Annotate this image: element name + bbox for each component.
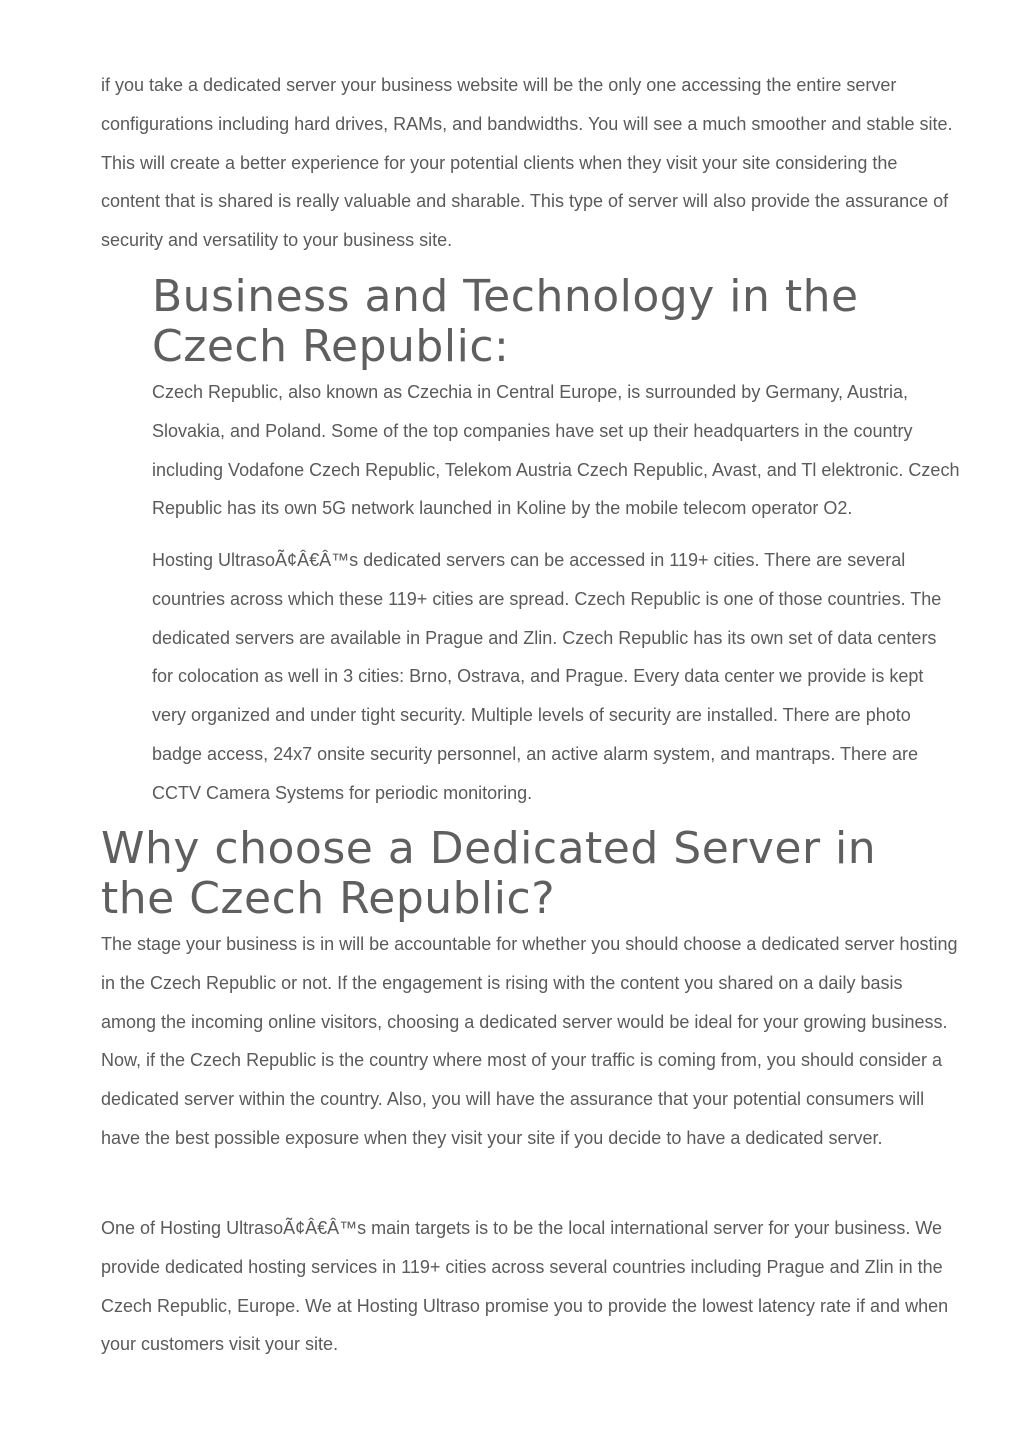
czech-overview-paragraph: Czech Republic, also known as Czechia in Central Europe, is surrounded by Germany, Austria, Slovakia, and Poland. Some of the top companies have set up their headquarters in the country including Vodafone Czech Republic, Telekom Austria Czech Republic, Avast, and Tl elektronic. Czech Republic has its own 5G network launched in Koline by the mobile telecom operator O2.: [152, 382, 960, 519]
why-dedicated-paragraph: The stage your business is in will be accountable for whether you should choose a dedicated server hosting in the Czech Republic or not. If the engagement is rising with the content you shared on a daily basis among the incoming online visitors, choosing a dedicated server would be ideal for your growing business. Now, if the Czech Republic is the country where most of your traffic is coming from, you should consider a dedicated server within the country. Also, you will have the assurance that your potential consumers will have the best possible exposure when they visit your site if you decide to have a dedicated server.: [101, 934, 958, 1148]
business-technology-heading: Business and Technology in the Czech Republic:: [152, 271, 859, 372]
why-dedicated-server-heading: Why choose a Dedicated Server in the Czech Republic?: [101, 823, 877, 924]
hosting-ultraso-targets-paragraph: One of Hosting UltrasoÃ¢Â€Â™s main targets is to be the local international server for your business. We provide dedicated hosting services in 119+ cities across several countries including Prague and Zlin in the Czech Republic, Europe. We at Hosting Ultraso promise you to provide the lowest latency rate if and when your customers visit your site.: [101, 1218, 949, 1355]
intro-paragraph: if you take a dedicated server your business website will be the only one accessing the entire server configurations including hard drives, RAMs, and bandwidths. You will see a much smoother and stable site. This will create a better experience for your potential clients when they visit your site considering the content that is shared is really valuable and sharable. This type of server will also provide the assurance of security and versatility to your business site.: [101, 75, 953, 251]
hosting-cities-paragraph: Hosting UltrasoÃ¢Â€Â™s dedicated servers can be accessed in 119+ cities. There are several countries across which these 119+ cities are spread. Czech Republic is one of those countries. The dedicated servers are available in Prague and Zlin. Czech Republic has its own set of data centers for colocation as well in 3 cities: Brno, Ostrava, and Prague. Every data center we provide is kept very organized and under tight security. Multiple levels of security are installed. There are photo badge access, 24x7 onsite security personnel, an active alarm system, and mantraps. There are CCTV Camera Systems for periodic monitoring.: [152, 550, 942, 803]
